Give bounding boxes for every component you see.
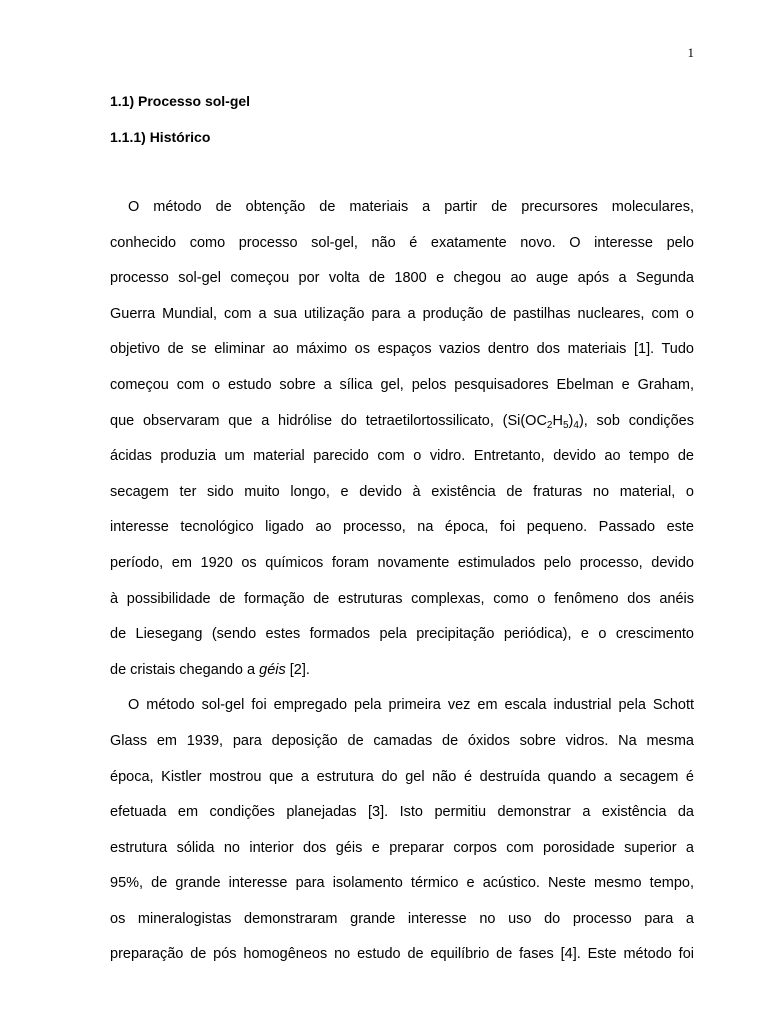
paragraph-line: época, Kistler mostrou que a estrutura do gel não é destruída quando a secagem é xyxy=(110,768,694,785)
paragraph-line: começou com o estudo sobre a sílica gel, pelos pesquisadores Ebelman e Graham, xyxy=(110,376,694,393)
subsection-heading: 1.1.1) Histórico xyxy=(110,129,211,145)
line-text: que observaram que a hidrólise do tetraetilortossilicato, (Si(OC xyxy=(110,412,547,429)
section-heading: 1.1) Processo sol-gel xyxy=(110,93,251,109)
paragraph-line: 95%, de grande interesse para isolamento térmico e acústico. Neste mesmo tempo, xyxy=(110,875,694,892)
paragraph-line: O método sol-gel foi empregado pela primeira vez em escala industrial pela Schott xyxy=(128,697,694,714)
paragraph-line: interesse tecnológico ligado ao processo, na época, foi pequeno. Passado este xyxy=(110,519,694,536)
paragraph-line: efetuada em condições planejadas [3]. Isto permitiu demonstrar a existência da xyxy=(110,804,694,821)
paragraph-line: de Liesegang (sendo estes formados pela precipitação periódica), e o crescimento xyxy=(110,626,694,643)
paragraph-line: os mineralogistas demonstraram grande interesse no uso do processo para a xyxy=(110,910,694,927)
paragraph-line: conhecido como processo sol-gel, não é exatamente novo. O interesse pelo xyxy=(110,234,694,251)
paragraph-line: à possibilidade de formação de estruturas complexas, como o fenômeno dos anéis xyxy=(110,590,694,607)
paragraph-line: preparação de pós homogêneos no estudo de equilíbrio de fases [4]. Este método foi xyxy=(110,946,694,963)
formula-subscript: 4 xyxy=(573,419,579,431)
paragraph-line: Glass em 1939, para deposição de camadas de óxidos sobre vidros. Na mesma xyxy=(110,732,694,749)
page-number: 1 xyxy=(687,45,694,60)
paragraph-line: objetivo de se eliminar ao máximo os espaços vazios dentro dos materiais [1]. Tudo xyxy=(110,341,694,358)
line-text: de cristais chegando a xyxy=(110,661,260,678)
line-text: H xyxy=(552,412,563,429)
paragraph-line: estrutura sólida no interior dos géis e preparar corpos com porosidade superior a xyxy=(110,839,694,856)
formula-subscript: 2 xyxy=(546,419,553,431)
paragraph-2 xyxy=(110,688,694,973)
paragraph-line: secagem ter sido muito longo, e devido à existência de fraturas no material, o xyxy=(110,483,694,500)
paragraph-line: ácidas produzia um material parecido com o vidro. Entretanto, devido ao tempo de xyxy=(110,448,694,465)
paragraph-1 xyxy=(110,190,694,688)
line-text: ), sob condições xyxy=(578,412,694,429)
paragraph-line-formula xyxy=(110,404,694,440)
line-text: ) xyxy=(568,412,574,429)
formula-subscript: 5 xyxy=(562,419,569,431)
paragraph-line: O método de obtenção de materiais a partir de precursores moleculares, xyxy=(128,199,694,215)
paragraph-line: processo sol-gel começou por volta de 1800 e chegou ao auge após a Segunda xyxy=(110,270,694,287)
body-text xyxy=(110,190,694,973)
line-text: [2]. xyxy=(285,661,310,678)
italic-term: géis xyxy=(259,661,286,678)
paragraph-line: Guerra Mundial, com a sua utilização para a produção de pastilhas nucleares, com o xyxy=(110,305,694,322)
paragraph-line xyxy=(110,653,694,689)
paragraph-line: período, em 1920 os químicos foram novamente estimulados pelo processo, devido xyxy=(110,554,694,571)
